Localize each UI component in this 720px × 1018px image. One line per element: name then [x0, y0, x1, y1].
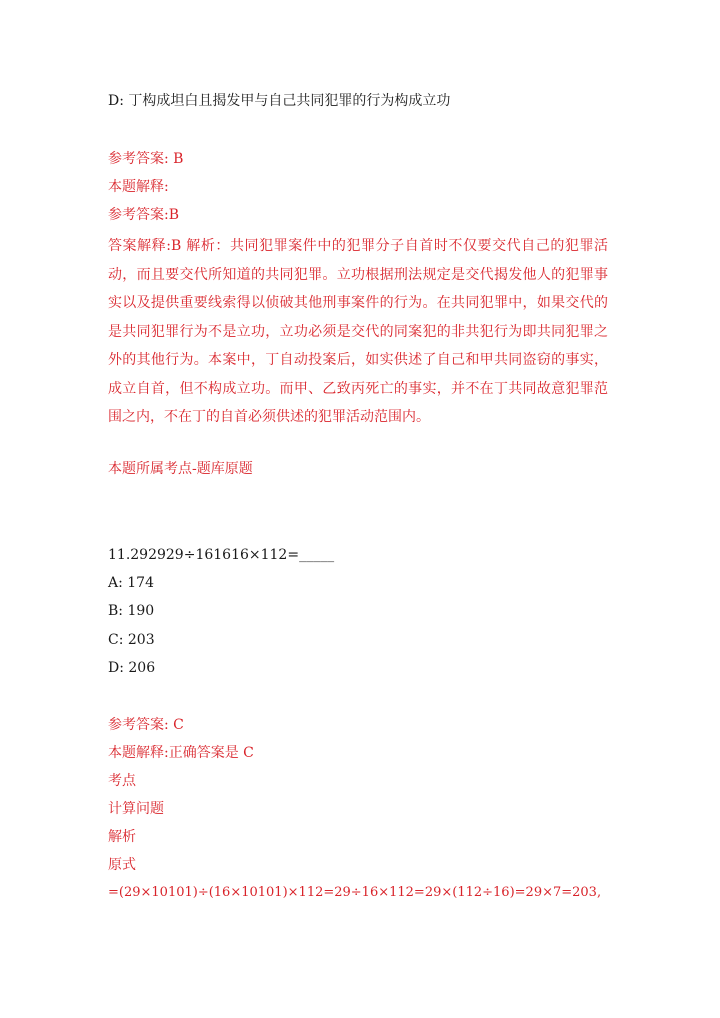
q11-option-a: A: 174 [108, 575, 154, 591]
q11-ref-answer: 参考答案: C [108, 717, 184, 733]
q11-jiexi-label: 解析 [108, 829, 136, 845]
prev-ref-answer-2: 参考答案:B [108, 207, 180, 223]
prev-explanation-label: 本题解释: [108, 179, 169, 195]
prev-topic-source: 本题所属考点-题库原题 [108, 461, 253, 477]
q11-kaodian-value: 计算问题 [108, 801, 164, 817]
q11-stem: 11.292929÷161616×112=_____ [108, 547, 335, 563]
q11-kaodian-label: 考点 [108, 773, 136, 789]
q11-formula: =(29×10101)÷(16×10101)×112=29÷16×112=29×(112÷16)=29×7=203, [108, 885, 602, 900]
prev-ref-answer: 参考答案: B [108, 151, 184, 167]
prev-explanation-text: 答案解释:B 解析：共同犯罪案件中的犯罪分子自首时不仅要交代自己的犯罪活动，而且要交代所知道的共同犯罪。立功根据刑法规定是交代揭发他人的犯罪事实以及提供重要线索得以侦破其他刑事案件的行为。在共同犯罪中，如果交代的是共同犯罪行为不是立功，立功必须是交代的同案犯的非共犯行为即共同犯罪之外的其他行为。本案中，丁自动投案后，如实供述了自己和甲共同盗窃的事实，成立自首，但不构成立功。而甲、乙致丙死亡的事实，并不在丁共同故意犯罪范围之内，不在丁的自首必须供述的犯罪活动范围内。 [108, 238, 608, 425]
q11-option-b: B: 190 [108, 603, 155, 619]
prev-option-d: D: 丁构成坦白且揭发甲与自己共同犯罪的行为构成立功 [108, 93, 451, 109]
q11-explanation: 本题解释:正确答案是 C [108, 745, 254, 761]
q11-option-d: D: 206 [108, 660, 156, 676]
q11-yuanshi-label: 原式 [108, 857, 136, 873]
q11-option-c: C: 203 [108, 632, 155, 648]
